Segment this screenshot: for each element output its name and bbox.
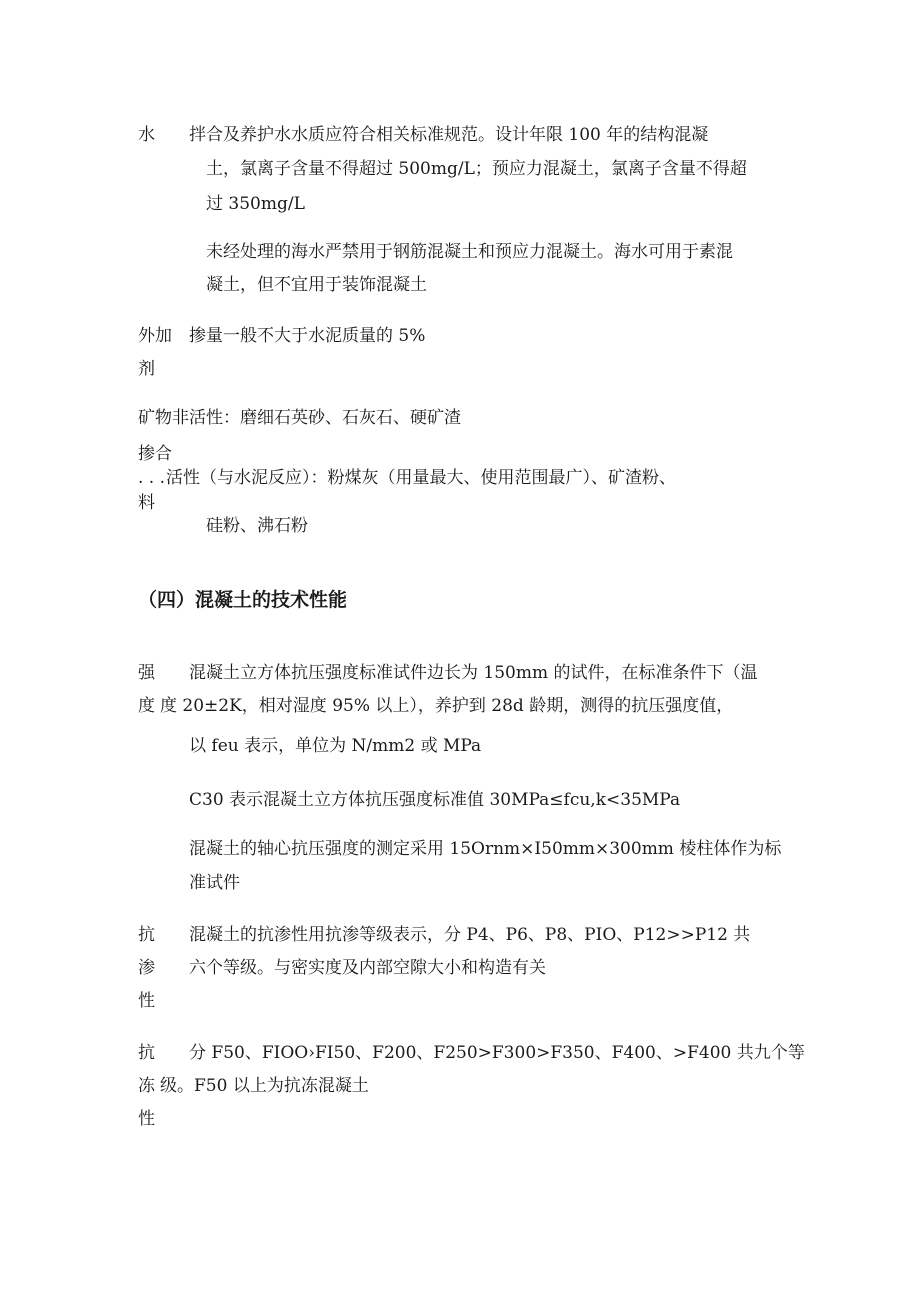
frost-label-3: 性: [138, 1109, 155, 1129]
impermeability-text-line2: 六个等级。与密实度及内部空隙大小和构造有关: [189, 958, 546, 978]
section-title: （四）混凝土的技术性能: [138, 590, 348, 611]
strength-text-line5: 混凝土的轴心抗压强度的测定采用 15Ornm×I50mm×300mm 棱柱体作为标: [189, 839, 782, 859]
mineral-label-bottom: 料: [138, 493, 155, 513]
water-label: 水: [138, 125, 155, 145]
frost-text-line1: 分 F50、FIOO›FI50、F200、F250>F300>F350、F400、>F400 共九个等: [189, 1043, 805, 1063]
water-text-line4: 未经处理的海水严禁用于钢筋混凝土和预应力混凝土。海水可用于素混: [206, 242, 733, 262]
strength-text-line4: C30 表示混凝土立方体抗压强度标准值 30MPa≤fcu,k<35MPa: [189, 790, 681, 810]
strength-text-line2: 度 20±2K，相对湿度 95% 以上），养护到 28d 龄期，测得的抗压强度值，: [160, 696, 734, 716]
strength-label-bottom: 度: [138, 696, 155, 716]
water-text-line5: 凝土，但不宜用于装饰混凝土: [206, 275, 427, 295]
impermeability-text-line1: 混凝土的抗渗性用抗渗等级表示，分 P4、P6、P8、PIO、P12>>P12 共: [189, 925, 751, 945]
frost-label-1: 抗: [138, 1043, 155, 1063]
mineral-text-line1: 非活性：磨细石英砂、石灰石、硬矿渣: [172, 408, 461, 428]
impermeability-label-1: 抗: [138, 925, 155, 945]
frost-text-line2: 级。F50 以上为抗冻混凝土: [160, 1076, 369, 1096]
mineral-label-middle: 掺合: [138, 444, 172, 464]
water-text-line3: 过 350mg/L: [206, 194, 305, 214]
strength-text-line6: 准试件: [189, 873, 240, 893]
admixture-label-top: 外加: [138, 326, 172, 346]
mineral-dots: . . .: [138, 468, 166, 488]
mineral-text-line3: 硅粉、沸石粉: [206, 516, 308, 536]
mineral-text-line2: 活性（与水泥反应）：粉煤灰（用量最大、使用范围最广）、矿渣粉、: [166, 468, 676, 488]
strength-text-line1: 混凝土立方体抗压强度标准试件边长为 150mm 的试件，在标准条件下（温: [189, 663, 758, 683]
water-text-line2: 土，氯离子含量不得超过 500mg/L；预应力混凝土，氯离子含量不得超: [206, 159, 747, 179]
strength-text-line3: 以 feu 表示，单位为 N/mm2 或 MPa: [189, 736, 482, 756]
admixture-label-bottom: 剂: [138, 359, 155, 379]
frost-label-2: 冻: [138, 1076, 155, 1096]
strength-label-top: 强: [138, 663, 155, 683]
mineral-label-top: 矿物: [138, 408, 172, 428]
impermeability-label-2: 渗: [138, 958, 155, 978]
admixture-text: 掺量一般不大于水泥质量的 5%: [189, 326, 426, 346]
water-text-line1: 拌合及养护水水质应符合相关标准规范。设计年限 100 年的结构混凝: [189, 125, 709, 145]
impermeability-label-3: 性: [138, 991, 155, 1011]
